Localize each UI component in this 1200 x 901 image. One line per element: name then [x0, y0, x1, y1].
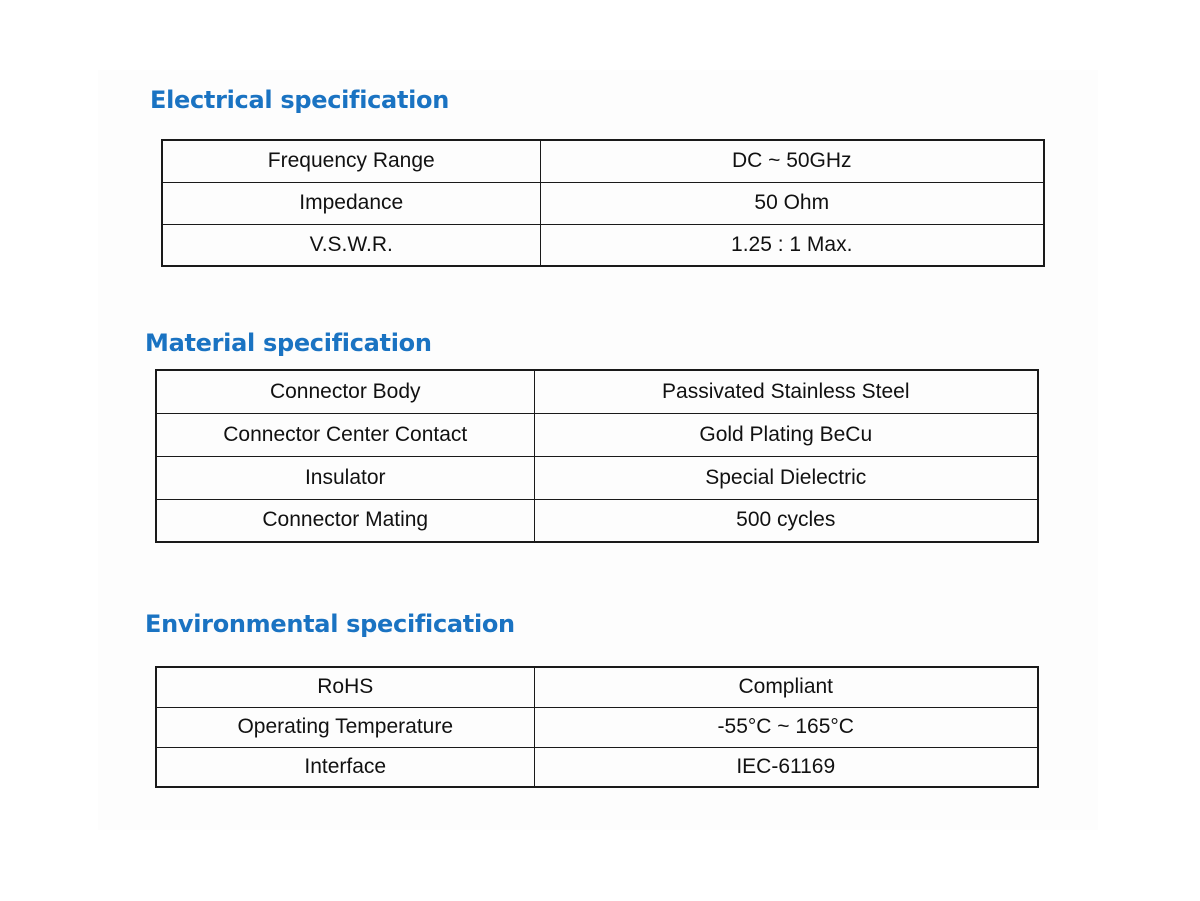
- spec-label: Connector Body: [156, 370, 534, 413]
- table-row: [162, 140, 1044, 182]
- spec-value: Compliant: [534, 667, 1038, 707]
- material-spec-table: [155, 369, 1039, 543]
- environmental-section-title: Environmental specification: [145, 610, 515, 638]
- table-row: [156, 499, 1038, 542]
- spec-value: 50 Ohm: [540, 182, 1044, 224]
- spec-value: 1.25 : 1 Max.: [540, 224, 1044, 266]
- spec-label: Frequency Range: [162, 140, 540, 182]
- electrical-spec-table: [161, 139, 1045, 267]
- table-row: [156, 456, 1038, 499]
- spec-value: Passivated Stainless Steel: [534, 370, 1038, 413]
- spec-label: RoHS: [156, 667, 534, 707]
- material-section-title: Material specification: [145, 329, 432, 357]
- spec-value: Special Dielectric: [534, 456, 1038, 499]
- spec-value: IEC-61169: [534, 747, 1038, 787]
- spec-label: Connector Mating: [156, 499, 534, 542]
- spec-label: Connector Center Contact: [156, 413, 534, 456]
- table-row: [162, 224, 1044, 266]
- table-row: [156, 707, 1038, 747]
- spec-label: Impedance: [162, 182, 540, 224]
- table-row: [156, 667, 1038, 707]
- environmental-spec-table: [155, 666, 1039, 788]
- table-row: [156, 747, 1038, 787]
- spec-value: Gold Plating BeCu: [534, 413, 1038, 456]
- electrical-section-title: Electrical specification: [150, 86, 450, 114]
- spec-label: V.S.W.R.: [162, 224, 540, 266]
- spec-label: Insulator: [156, 456, 534, 499]
- spec-value: 500 cycles: [534, 499, 1038, 542]
- spec-label: Interface: [156, 747, 534, 787]
- spec-value: DC ~ 50GHz: [540, 140, 1044, 182]
- spec-label: Operating Temperature: [156, 707, 534, 747]
- table-row: [156, 370, 1038, 413]
- table-row: [156, 413, 1038, 456]
- table-row: [162, 182, 1044, 224]
- spec-value: -55°C ~ 165°C: [534, 707, 1038, 747]
